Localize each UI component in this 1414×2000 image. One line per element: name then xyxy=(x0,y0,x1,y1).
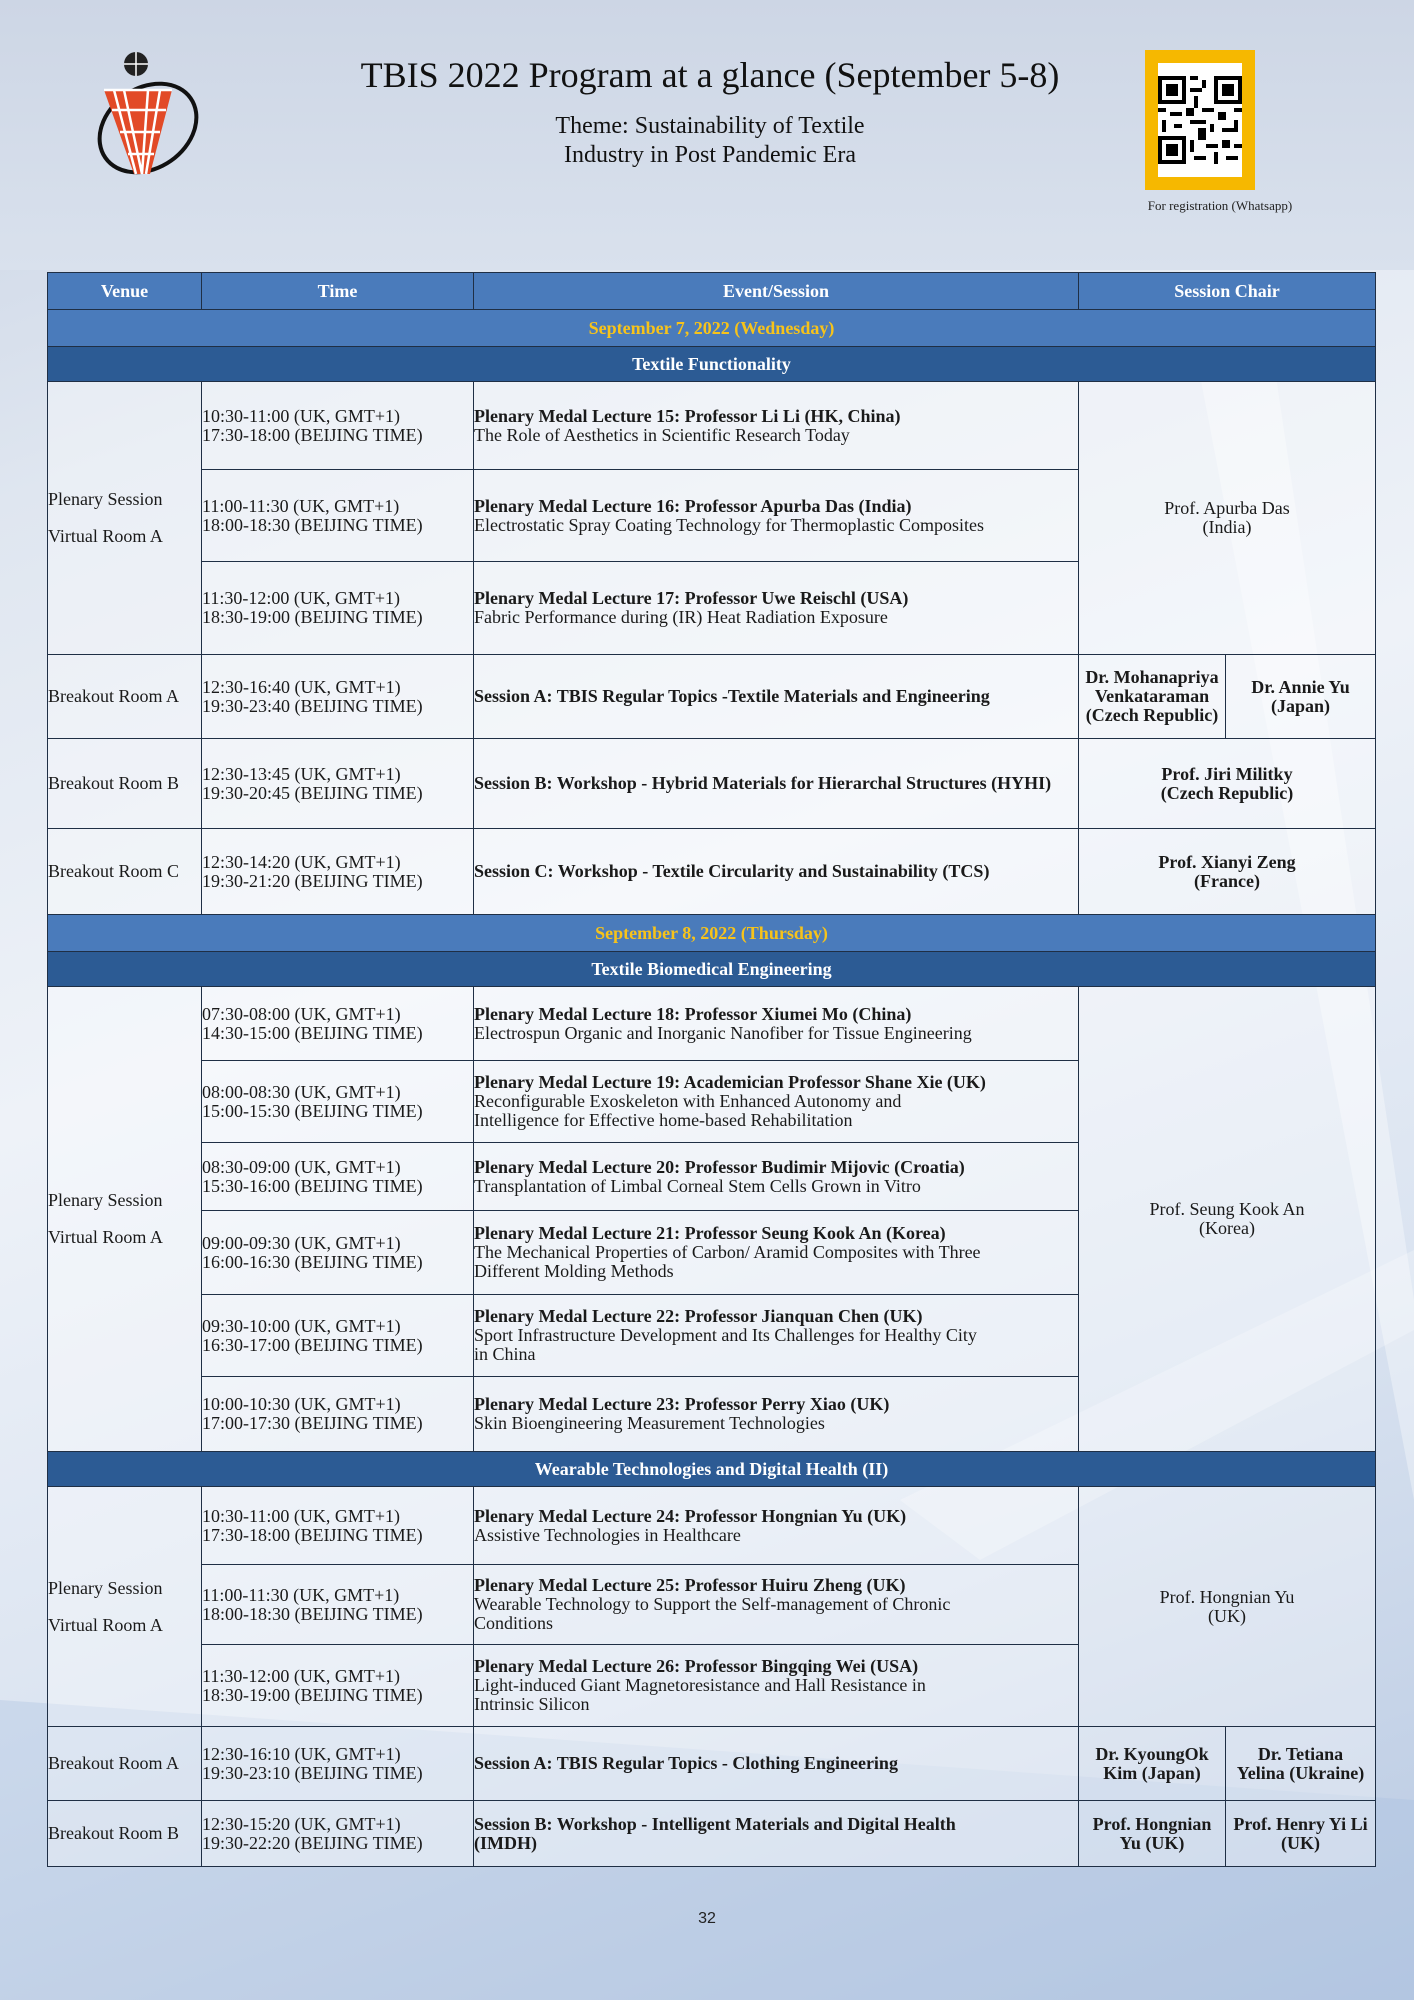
chair-cell: Dr. Tetiana Yelina (Ukraine) xyxy=(1226,1727,1376,1801)
chair-cell: Prof. Jiri Militky (Czech Republic) xyxy=(1079,739,1376,829)
time-cell: 07:30-08:00 (UK, GMT+1) 14:30-15:00 (BEIJING TIME) xyxy=(202,987,474,1061)
time-cell: 11:00-11:30 (UK, GMT+1) 18:00-18:30 (BEIJING TIME) xyxy=(202,470,474,562)
date-row xyxy=(48,310,1376,347)
event-cell xyxy=(474,1487,1079,1565)
venue-cell: Breakout Room C xyxy=(48,829,202,915)
event-cell xyxy=(474,470,1079,562)
event-cell xyxy=(474,1377,1079,1452)
event-cell xyxy=(474,382,1079,470)
session-title: Session A: TBIS Regular Topics - Clothing Engineering xyxy=(474,1727,1079,1801)
venue-name: Plenary Session xyxy=(48,1190,163,1210)
lecture-title: Plenary Medal Lecture 22: Professor Jianquan Chen (UK) xyxy=(474,1306,923,1326)
table-row xyxy=(48,1487,1376,1565)
lecture-topic: Sport Infrastructure Development and Its Challenges for Healthy City xyxy=(474,1325,977,1345)
event-cell xyxy=(474,1211,1079,1295)
venue-cell: Breakout Room B xyxy=(48,1801,202,1867)
session-title: Session B: Workshop - Hybrid Materials for Hierarchal Structures (HYHI) xyxy=(474,739,1079,829)
lecture-topic-cont: in China xyxy=(474,1344,536,1364)
theme-line-2: Industry in Post Pandemic Era xyxy=(564,142,856,168)
lecture-title: Plenary Medal Lecture 18: Professor Xiumei Mo (China) xyxy=(474,1003,912,1024)
chair-cell: Prof. Henry Yi Li (UK) xyxy=(1226,1801,1376,1867)
venue-name: Plenary Session xyxy=(48,489,163,509)
chair-cell: Dr. Mohanapriya Venkataraman (Czech Republic) xyxy=(1079,655,1226,739)
chair-cell: Dr. Annie Yu (Japan) xyxy=(1226,655,1376,739)
venue-room: Virtual Room A xyxy=(48,1227,163,1247)
time-cell: 10:30-11:00 (UK, GMT+1) 17:30-18:00 (BEIJING TIME) xyxy=(202,1487,474,1565)
event-cell xyxy=(474,1645,1079,1727)
venue-room: Virtual Room A xyxy=(48,526,163,546)
time-cell: 11:00-11:30 (UK, GMT+1) 18:00-18:30 (BEIJING TIME) xyxy=(202,1565,474,1645)
table-row xyxy=(48,382,1376,470)
theme-line-1: Theme: Sustainability of Textile xyxy=(555,113,865,139)
date-row xyxy=(48,915,1376,952)
time-cell: 12:30-13:45 (UK, GMT+1) 19:30-20:45 (BEIJING TIME) xyxy=(202,739,474,829)
venue-cell xyxy=(48,987,202,1452)
lecture-topic: Wearable Technology to Support the Self-management of Chronic xyxy=(474,1594,951,1614)
lecture-topic: Skin Bioengineering Measurement Technologies xyxy=(474,1413,825,1433)
program-table xyxy=(47,272,1376,1867)
session-title: Session B: Workshop - Intelligent Materials and Digital Health (IMDH) xyxy=(474,1801,1079,1867)
venue-cell: Breakout Room B xyxy=(48,739,202,829)
page-number: 32 xyxy=(698,1910,716,1927)
lecture-title: Plenary Medal Lecture 16: Professor Apurba Das (India) xyxy=(474,495,912,516)
lecture-topic-cont: Intelligence for Effective home-based Rehabilitation xyxy=(474,1110,853,1130)
event-cell xyxy=(474,562,1079,655)
page-title: TBIS 2022 Program at a glance (September 5-8) xyxy=(360,55,1060,95)
lecture-title: Plenary Medal Lecture 26: Professor Bingqing Wei (USA) xyxy=(474,1656,919,1676)
event-cell xyxy=(474,1061,1079,1143)
lecture-title: Plenary Medal Lecture 21: Professor Seung Kook An (Korea) xyxy=(474,1223,946,1243)
event-cell xyxy=(474,1565,1079,1645)
lecture-title: Plenary Medal Lecture 20: Professor Budimir Mijovic (Croatia) xyxy=(474,1156,965,1177)
chair-cell: Prof. Hongnian Yu (UK) xyxy=(1079,1801,1226,1867)
time-cell: 12:30-15:20 (UK, GMT+1) 19:30-22:20 (BEIJING TIME) xyxy=(202,1801,474,1867)
lecture-topic: Assistive Technologies in Healthcare xyxy=(474,1524,741,1545)
time-cell: 10:30-11:00 (UK, GMT+1) 17:30-18:00 (BEIJING TIME) xyxy=(202,382,474,470)
lecture-title: Plenary Medal Lecture 17: Professor Uwe Reischl (USA) xyxy=(474,588,909,608)
lecture-topic: Transplantation of Limbal Corneal Stem Cells Grown in Vitro xyxy=(474,1175,921,1196)
venue-cell: Breakout Room A xyxy=(48,1727,202,1801)
lecture-topic: Light-induced Giant Magnetoresistance and Hall Resistance in xyxy=(474,1675,926,1695)
lecture-topic: The Mechanical Properties of Carbon/ Aramid Composites with Three xyxy=(474,1242,981,1262)
chair-cell: Prof. Apurba Das (India) xyxy=(1079,382,1376,655)
time-cell: 12:30-14:20 (UK, GMT+1) 19:30-21:20 (BEIJING TIME) xyxy=(202,829,474,915)
session-theme: Textile Functionality xyxy=(48,347,1376,382)
column-header-time: Time xyxy=(202,273,474,310)
session-title: Session C: Workshop - Textile Circularity and Sustainability (TCS) xyxy=(474,829,1079,915)
lecture-title: Plenary Medal Lecture 25: Professor Huiru Zheng (UK) xyxy=(474,1575,906,1595)
time-cell: 12:30-16:40 (UK, GMT+1) 19:30-23:40 (BEIJING TIME) xyxy=(202,655,474,739)
time-cell: 08:00-08:30 (UK, GMT+1) 15:00-15:30 (BEIJING TIME) xyxy=(202,1061,474,1143)
lecture-topic: Fabric Performance during (IR) Heat Radiation Exposure xyxy=(474,607,888,627)
venue-cell xyxy=(48,1487,202,1727)
lecture-title: Plenary Medal Lecture 24: Professor Hongnian Yu (UK) xyxy=(474,1505,907,1526)
time-cell: 09:00-09:30 (UK, GMT+1) 16:00-16:30 (BEIJING TIME) xyxy=(202,1211,474,1295)
chair-cell: Prof. Xianyi Zeng (France) xyxy=(1079,829,1376,915)
time-cell: 11:30-12:00 (UK, GMT+1) 18:30-19:00 (BEIJING TIME) xyxy=(202,1645,474,1727)
lecture-title: Plenary Medal Lecture 15: Professor Li Li (HK, China) xyxy=(474,405,901,426)
qr-code[interactable] xyxy=(1145,50,1255,190)
time-cell: 08:30-09:00 (UK, GMT+1) 15:30-16:00 (BEIJING TIME) xyxy=(202,1143,474,1211)
lecture-title: Plenary Medal Lecture 23: Professor Perry Xiao (UK) xyxy=(474,1394,890,1414)
column-header-chair: Session Chair xyxy=(1079,273,1376,310)
lecture-topic-cont: Conditions xyxy=(474,1613,554,1633)
table-row xyxy=(48,1801,1376,1867)
venue-room: Virtual Room A xyxy=(48,1614,163,1635)
time-cell: 10:00-10:30 (UK, GMT+1) 17:00-17:30 (BEIJING TIME) xyxy=(202,1377,474,1452)
table-row xyxy=(48,829,1376,915)
time-cell: 11:30-12:00 (UK, GMT+1) 18:30-19:00 (BEIJING TIME) xyxy=(202,562,474,655)
event-cell xyxy=(474,1295,1079,1377)
time-cell: 12:30-16:10 (UK, GMT+1) 19:30-23:10 (BEIJING TIME) xyxy=(202,1727,474,1801)
event-cell xyxy=(474,1143,1079,1211)
date-label: September 7, 2022 (Wednesday) xyxy=(48,310,1376,347)
qr-code-pattern xyxy=(1158,63,1242,177)
chair-cell: Prof. Hongnian Yu (UK) xyxy=(1079,1487,1376,1727)
venue-cell: Breakout Room A xyxy=(48,655,202,739)
session-title: Session A: TBIS Regular Topics -Textile Materials and Engineering xyxy=(474,655,1079,739)
lecture-topic: Electrostatic Spray Coating Technology for Thermoplastic Composites xyxy=(474,514,984,535)
lecture-topic: Reconfigurable Exoskeleton with Enhanced Autonomy and xyxy=(474,1091,902,1111)
lecture-topic: Electrospun Organic and Inorganic Nanofiber for Tissue Engineering xyxy=(474,1022,972,1043)
time-cell: 09:30-10:00 (UK, GMT+1) 16:30-17:00 (BEIJING TIME) xyxy=(202,1295,474,1377)
table-row xyxy=(48,655,1376,739)
date-label: September 8, 2022 (Thursday) xyxy=(48,915,1376,952)
chair-cell: Prof. Seung Kook An (Korea) xyxy=(1079,987,1376,1452)
theme-text xyxy=(470,112,950,170)
lecture-topic-cont: Different Molding Methods xyxy=(474,1261,674,1281)
theme-row xyxy=(48,952,1376,987)
session-theme: Wearable Technologies and Digital Health (II) xyxy=(48,1452,1376,1487)
qr-caption: For registration (Whatsapp) xyxy=(1147,198,1293,213)
column-header-venue: Venue xyxy=(48,273,202,310)
lecture-topic: The Role of Aesthetics in Scientific Research Today xyxy=(474,424,850,445)
event-cell xyxy=(474,987,1079,1061)
table-row xyxy=(48,739,1376,829)
lecture-title: Plenary Medal Lecture 19: Academician Professor Shane Xie (UK) xyxy=(474,1072,986,1092)
venue-cell xyxy=(48,382,202,655)
theme-row xyxy=(48,347,1376,382)
chair-cell: Dr. KyoungOk Kim (Japan) xyxy=(1079,1727,1226,1801)
table-row xyxy=(48,1727,1376,1801)
tbis-logo xyxy=(84,50,206,186)
theme-row xyxy=(48,1452,1376,1487)
table-row xyxy=(48,987,1376,1061)
venue-name: Plenary Session xyxy=(48,1577,163,1598)
session-theme: Textile Biomedical Engineering xyxy=(48,952,1376,987)
lecture-topic-cont: Intrinsic Silicon xyxy=(474,1694,590,1714)
column-header-event: Event/Session xyxy=(474,273,1079,310)
table-header-row xyxy=(48,273,1376,310)
